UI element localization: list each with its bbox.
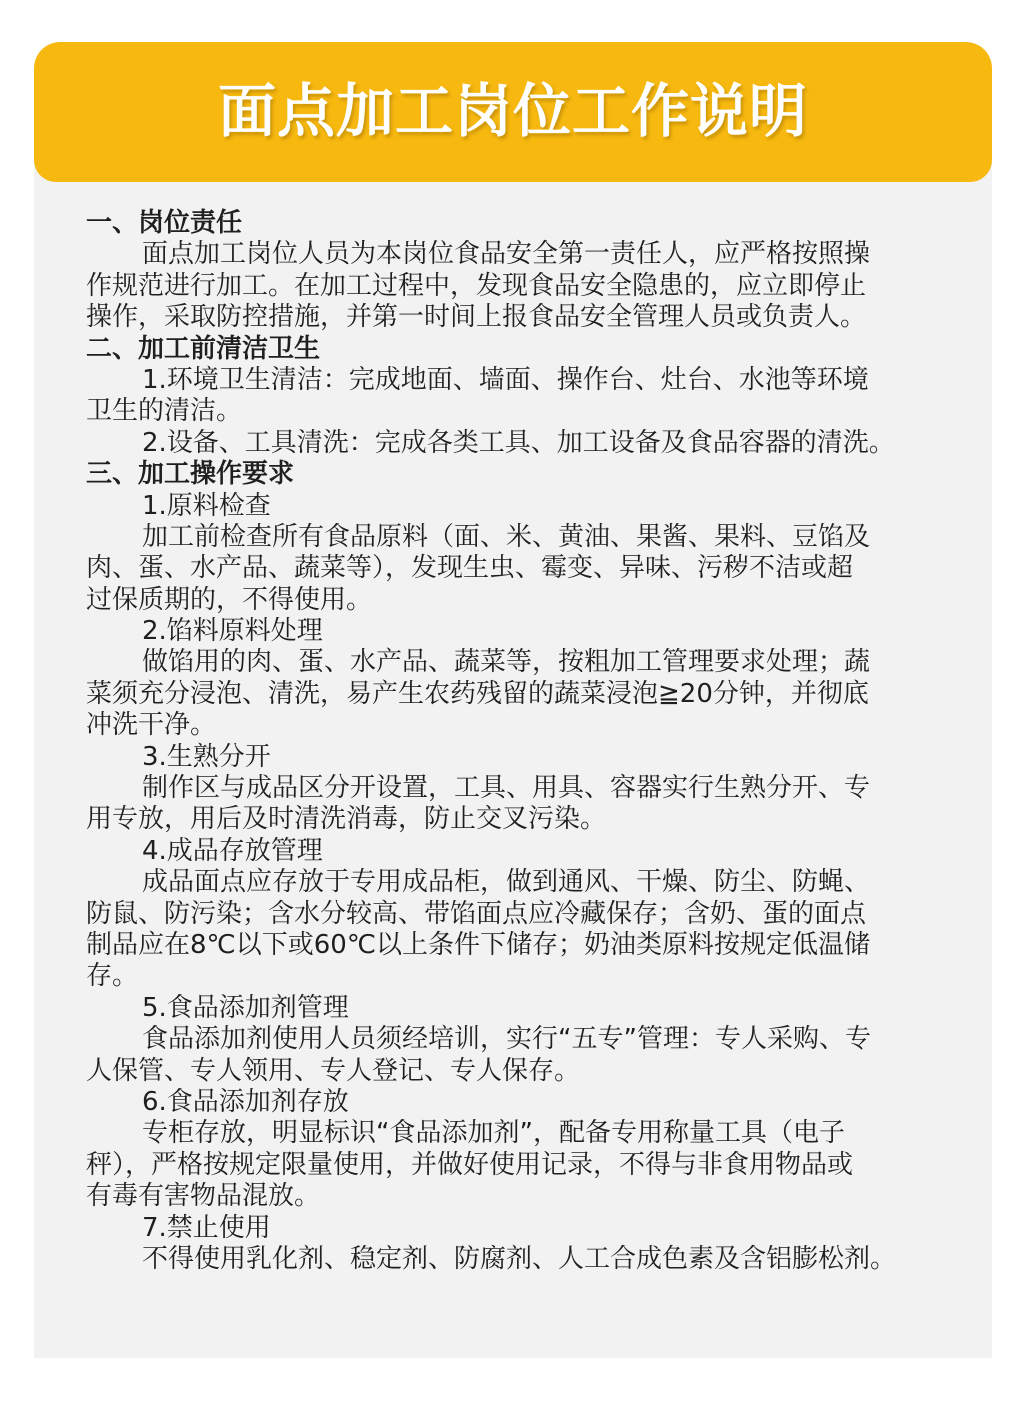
- text-line: 操作，采取防控措施，并第一时间上报食品安全管理人员或负责人。: [86, 302, 867, 333]
- text-line: 制品应在8℃以下或60℃以上条件下储存；奶油类原料按规定低温储: [86, 929, 871, 960]
- text-line: 不得使用乳化剂、稳定剂、防腐剂、人工合成色素及含铝膨松剂。: [142, 1243, 897, 1274]
- text-line: 加工前检查所有食品原料（面、米、黄油、果酱、果料、豆馅及: [142, 521, 871, 552]
- text-line: 成品面点应存放于专用成品柜，做到通风、干燥、防尘、防蝇、: [142, 867, 871, 898]
- text-line: 面点加工岗位人员为本岗位食品安全第一责任人，应严格按照操: [142, 239, 871, 270]
- text-line: 存。: [86, 961, 139, 992]
- text-line: 7.禁止使用: [142, 1212, 271, 1243]
- text-line: 6.食品添加剂存放: [142, 1086, 349, 1117]
- text-line: 专柜存放，明显标识“食品添加剂”，配备专用称量工具（电子: [142, 1118, 845, 1149]
- text-line: 作规范进行加工。在加工过程中，发现食品安全隐患的，应立即停止: [86, 270, 867, 301]
- text-line: 防鼠、防污染；含水分较高、带馅面点应冷藏保存；含奶、蛋的面点: [86, 898, 867, 929]
- text-line: 制作区与成品区分开设置，工具、用具、容器实行生熟分开、专: [142, 773, 871, 804]
- document-card: [34, 42, 992, 1358]
- text-line: 食品添加剂使用人员须经培训，实行“五专”管理：专人采购、专: [142, 1024, 871, 1055]
- text-line: 菜须充分浸泡、清洗，易产生农药残留的蔬菜浸泡≧20分钟，并彻底: [86, 678, 869, 709]
- text-line: 秤），严格按规定限量使用，并做好使用记录，不得与非食用物品或: [86, 1149, 854, 1180]
- section-heading: 三、加工操作要求: [86, 459, 295, 490]
- text-line: 用专放，用后及时清洗消毒，防止交叉污染。: [86, 804, 607, 835]
- text-line: 冲洗干净。: [86, 710, 217, 741]
- text-line: 人保管、专人领用、专人登记、专人保存。: [86, 1055, 581, 1086]
- text-line: 1.原料检查: [142, 490, 271, 521]
- text-line: 肉、蛋、水产品、蔬菜等），发现生虫、霉变、异味、污秽不洁或超: [86, 553, 854, 584]
- text-line: 过保质期的，不得使用。: [86, 584, 373, 615]
- text-line: 4.成品存放管理: [142, 835, 323, 866]
- section-heading: 一、岗位责任: [86, 208, 243, 238]
- text-line: 有毒有害物品混放。: [86, 1181, 321, 1212]
- page-title: 面点加工岗位工作说明: [217, 77, 808, 145]
- text-line: 1.环境卫生清洁：完成地面、墙面、操作台、灶台、水池等环境: [142, 364, 869, 395]
- text-line: 卫生的清洁。: [86, 396, 243, 427]
- text-line: 5.食品添加剂管理: [142, 992, 349, 1023]
- text-line: 2.设备、工具清洗：完成各类工具、加工设备及食品容器的清洗。: [142, 427, 895, 458]
- section-heading: 二、加工前清洁卫生: [86, 333, 321, 364]
- document-body: [86, 208, 966, 1275]
- text-line: 2.馅料原料处理: [142, 616, 323, 647]
- text-line: 3.生熟分开: [142, 741, 271, 772]
- title-banner: [34, 42, 992, 182]
- text-line: 做馅用的肉、蛋、水产品、蔬菜等，按粗加工管理要求处理；蔬: [142, 647, 871, 678]
